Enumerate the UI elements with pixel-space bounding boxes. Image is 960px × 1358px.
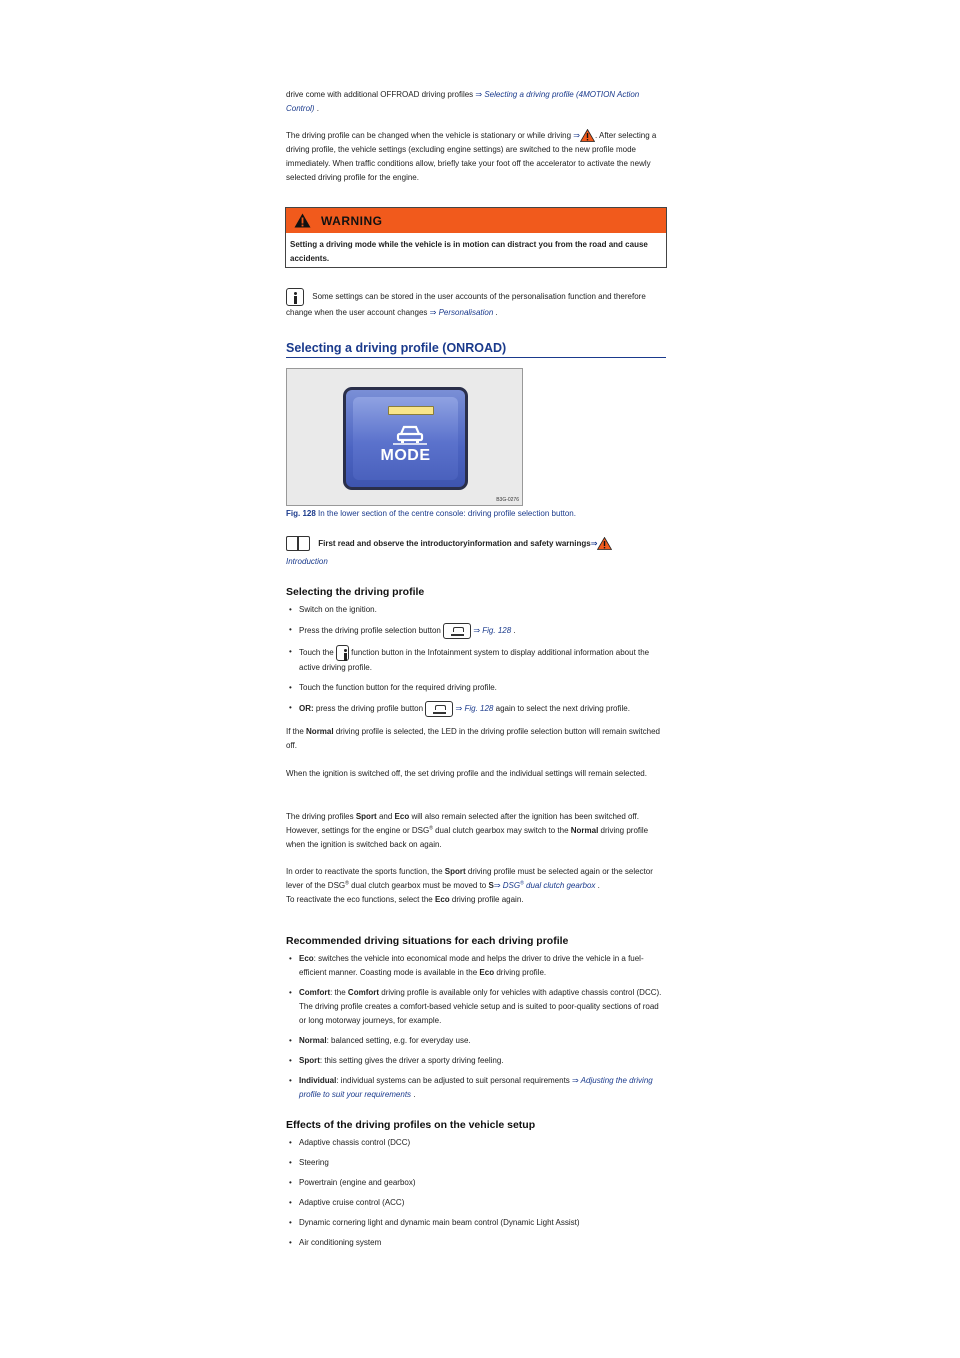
- mode-button-icon: [425, 701, 453, 717]
- list-item: • Individual: individual systems can be adjusted to suit personal requirements ⇒ Adjusting the driving profile to suit your requirements .: [286, 1074, 666, 1102]
- list-item: • Comfort: the Comfort driving profile is available only for vehicles with adaptive chassis control (DCC). The driving profile creates a comfort-based vehicle setup and is suited to poor-quality sections of road or long motorway journeys, for example.: [286, 986, 666, 1028]
- list-item: • Press the driving profile selection button ⇒ Fig. 128 .: [286, 623, 666, 639]
- book-icon: [286, 536, 310, 551]
- led-indicator: [388, 406, 434, 415]
- warning-text: Setting a driving mode while the vehicle is in motion can distract you from the road and cause accidents.: [290, 240, 648, 263]
- list-item: • Steering: [286, 1156, 666, 1170]
- warning-link[interactable]: ⇒: [573, 131, 595, 140]
- warning-triangle-icon: [580, 129, 595, 142]
- read-first-note: First read and observe the introductoryinformation and safety warnings⇒: [286, 536, 666, 551]
- link-introduction[interactable]: Introduction: [286, 557, 328, 566]
- heading-effects: Effects of the driving profiles on the vehicle setup: [286, 1119, 536, 1131]
- paragraph-sport-eco: The driving profiles Sport and Eco will also remain selected after the ignition has been switched off. However, settings for the engine or DSG® dual clutch gearbox may switch to the Normal driving profile when the ignition is switched back on again.: [286, 812, 649, 849]
- link-fig-128[interactable]: ⇒ Fig. 128: [473, 626, 512, 636]
- link-dsg-gearbox[interactable]: ⇒ DSG® dual clutch gearbox: [493, 880, 596, 890]
- figure-caption: Fig. 128 In the lower section of the centre console: driving profile selection button.: [286, 509, 576, 518]
- link-4motion-profile[interactable]: ⇒ Selecting a driving profile (4MOTION Action Control): [286, 90, 640, 113]
- info-icon: [286, 288, 304, 306]
- mode-label: MODE: [380, 447, 431, 464]
- list-item: • Switch on the ignition.: [286, 603, 666, 617]
- warning-header: [286, 208, 666, 233]
- warning-title: WARNING: [321, 213, 383, 228]
- list-item: • Normal: balanced setting, e.g. for everyday use.: [286, 1034, 666, 1048]
- intro-paragraph-1: drive come with additional OFFROAD driving profiles ⇒ Selecting a driving profile (4MOTION Action Control) .: [286, 90, 640, 113]
- warning-link[interactable]: ⇒: [591, 539, 613, 548]
- mode-button-icon: [443, 623, 471, 639]
- list-item: • Dynamic cornering light and dynamic main beam control (Dynamic Light Assist): [286, 1216, 666, 1230]
- list-item: • Touch the function button for the required driving profile.: [286, 681, 666, 695]
- introduction-link-row: [286, 555, 666, 569]
- list-item: • Sport: this setting gives the driver a sporty driving feeling.: [286, 1054, 666, 1068]
- warning-box: [285, 207, 667, 268]
- info-note: Some settings can be stored in the user accounts of the personalisation function and therefore change when the user account changes ⇒ Personalisation .: [286, 288, 666, 320]
- warning-triangle-icon: [294, 213, 311, 228]
- list-item: • Adaptive cruise control (ACC): [286, 1196, 666, 1210]
- warning-triangle-icon: [597, 537, 612, 550]
- intro-paragraph-2: The driving profile can be changed when the vehicle is stationary or while driving ⇒ . After selecting a driving profile, the vehicle settings (excluding engine settings) are switched to the new profile mode immediately. When traffic conditions allow, briefly take your foot off the accelerator to activate the newly selected driving profile for the engine.: [286, 131, 657, 182]
- paragraph-normal-led: If the Normal driving profile is selected, the LED in the driving profile selection button will remain switched off.: [286, 727, 660, 750]
- list-item: • Eco: switches the vehicle into economical mode and helps the driver to drive the vehicle in a fuel-efficient manner. Coasting mode is available in the Eco driving profile.: [286, 952, 666, 980]
- list-item: • Adaptive chassis control (DCC): [286, 1136, 666, 1150]
- figure-code: B3G-0276: [496, 497, 519, 503]
- selecting-steps: [286, 603, 666, 723]
- heading-selecting: Selecting the driving profile: [286, 586, 425, 598]
- intro-text: drive come with additional OFFROAD driving profiles: [286, 90, 474, 99]
- list-item: • Powertrain (engine and gearbox): [286, 1176, 666, 1190]
- paragraph-ignition: When the ignition is switched off, the set driving profile and the individual settings will remain selected.: [286, 769, 647, 778]
- link-personalisation[interactable]: ⇒ Personalisation: [429, 308, 494, 317]
- info-icon: [336, 645, 349, 661]
- list-item: • Touch the function button in the Infotainment system to display additional information about the active driving profile.: [286, 645, 666, 675]
- heading-recommended: Recommended driving situations for each driving profile: [286, 935, 569, 947]
- figure-mode-button: [286, 368, 523, 506]
- section-title: Selecting a driving profile (ONROAD): [286, 341, 666, 358]
- link-adjusting-profile[interactable]: ⇒ Adjusting the driving profile to suit your requirements: [299, 1076, 653, 1099]
- list-item: • OR: press the driving profile button ⇒ Fig. 128 again to select the next driving profile.: [286, 701, 666, 717]
- list-item: • Air conditioning system: [286, 1236, 666, 1250]
- link-fig-128[interactable]: ⇒ Fig. 128: [455, 704, 494, 714]
- car-icon: [393, 425, 427, 445]
- paragraph-reactivate: In order to reactivate the sports function, the Sport driving profile must be selected again or the selector lever of the DSG® dual clutch gearbox must be moved to S⇒ DSG® dual clutch gearbox . To reactivate the eco functions, select the Eco driving profile again.: [286, 867, 653, 904]
- effects-list: [286, 1136, 666, 1256]
- mode-button-image: [343, 387, 468, 490]
- recommended-list: [286, 952, 666, 1108]
